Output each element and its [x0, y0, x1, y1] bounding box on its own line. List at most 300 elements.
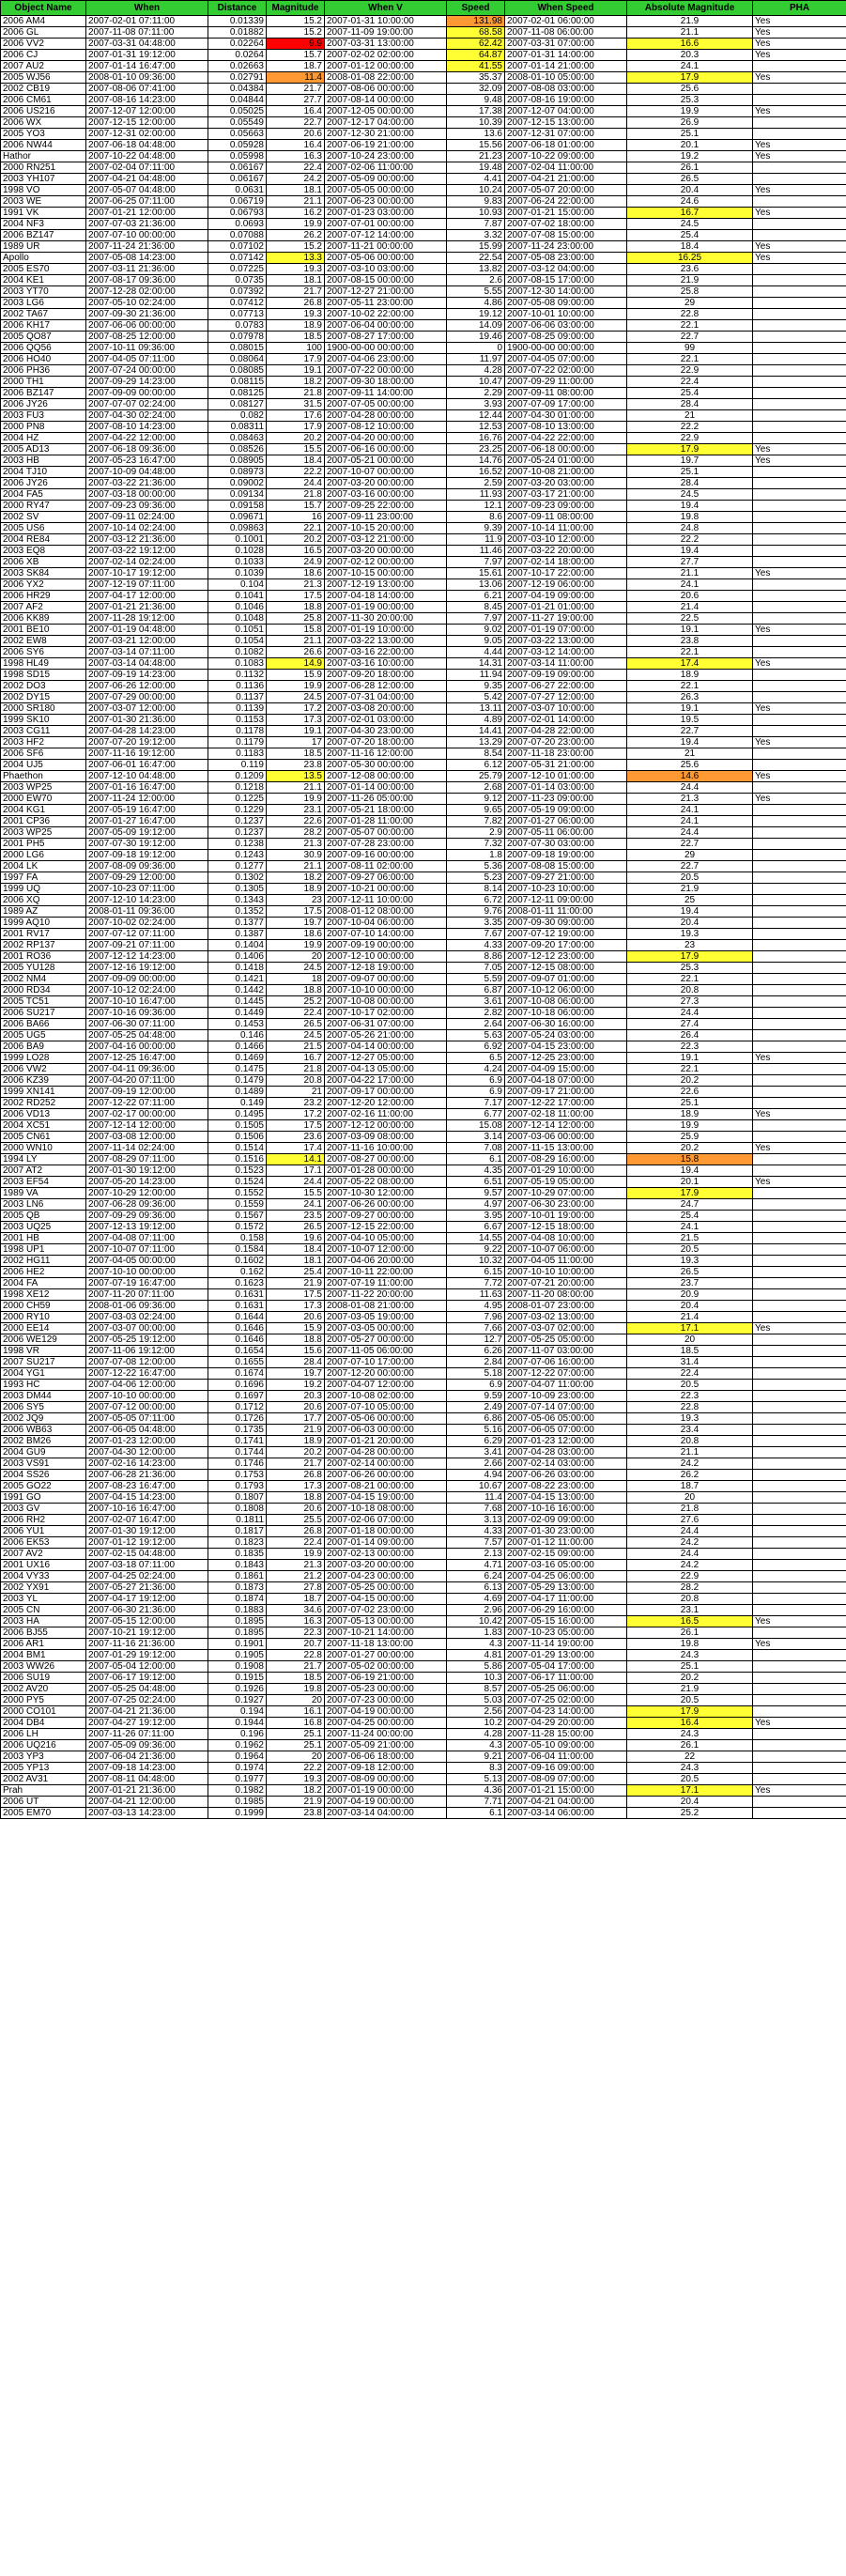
- absolute-magnitude-cell: 19.9: [627, 1120, 753, 1132]
- when-v-cell: 2007-08-09 00:00:00: [325, 1774, 447, 1785]
- object-name-cell: 2006 BJ55: [1, 1627, 86, 1639]
- when-speed-cell: 2007-04-21 21:00:00: [505, 174, 627, 185]
- when-v-cell: 2007-05-25 00:00:00: [325, 1582, 447, 1594]
- object-name-cell: 2000 PN8: [1, 422, 86, 433]
- magnitude-cell: 22.4: [267, 1008, 325, 1019]
- when-speed-cell: 2007-04-19 09:00:00: [505, 591, 627, 602]
- when-cell: 2007-04-11 09:36:00: [86, 1064, 208, 1075]
- distance-cell: 0.07978: [208, 332, 267, 343]
- when-cell: 2007-10-12 02:24:00: [86, 985, 208, 996]
- when-cell: 2007-06-25 07:11:00: [86, 196, 208, 208]
- magnitude-cell: 17: [267, 737, 325, 748]
- pha-cell: [753, 1008, 846, 1019]
- when-speed-cell: 2007-10-23 05:00:00: [505, 1627, 627, 1639]
- absolute-magnitude-cell: 24.1: [627, 805, 753, 816]
- when-cell: 2007-09-18 14:23:00: [86, 1763, 208, 1774]
- table-row: [1, 839, 846, 850]
- distance-cell: 0.1387: [208, 929, 267, 940]
- pha-cell: [753, 1346, 846, 1357]
- when-cell: 2007-01-21 12:00:00: [86, 208, 208, 219]
- pha-cell: [753, 1729, 846, 1740]
- speed-cell: 11.63: [447, 1289, 505, 1301]
- when-v-cell: 2007-01-21 20:00:00: [325, 1436, 447, 1447]
- pha-cell: [753, 1075, 846, 1087]
- speed-cell: 35.37: [447, 72, 505, 84]
- distance-cell: 0.04384: [208, 84, 267, 95]
- distance-cell: 0.146: [208, 1030, 267, 1041]
- table-row: [1, 309, 846, 320]
- speed-cell: 6.15: [447, 1267, 505, 1278]
- table-row: [1, 1357, 846, 1368]
- pha-cell: [753, 1650, 846, 1661]
- magnitude-cell: 18.6: [267, 929, 325, 940]
- pha-cell: [753, 1087, 846, 1098]
- table-row: [1, 208, 846, 219]
- speed-cell: 2.13: [447, 1549, 505, 1560]
- speed-cell: 5.63: [447, 1030, 505, 1041]
- when-speed-cell: 2007-01-14 21:00:00: [505, 61, 627, 72]
- pha-cell: [753, 929, 846, 940]
- when-v-cell: 2007-07-01 00:00:00: [325, 219, 447, 230]
- when-v-cell: 2007-04-22 17:00:00: [325, 1075, 447, 1087]
- pha-cell: [753, 162, 846, 174]
- when-v-cell: 2007-05-09 00:00:00: [325, 174, 447, 185]
- distance-cell: 0.1817: [208, 1526, 267, 1537]
- speed-cell: 12.53: [447, 422, 505, 433]
- when-v-cell: 2007-12-27 21:00:00: [325, 286, 447, 298]
- object-name-cell: 2006 SU217: [1, 1008, 86, 1019]
- when-v-cell: 2007-01-28 00:00:00: [325, 1165, 447, 1177]
- object-name-cell: 2006 QQ56: [1, 343, 86, 354]
- when-speed-cell: 2007-04-15 23:00:00: [505, 1041, 627, 1053]
- absolute-magnitude-cell: 20.5: [627, 872, 753, 884]
- distance-cell: 0.1277: [208, 861, 267, 872]
- magnitude-cell: 18.8: [267, 1492, 325, 1504]
- object-name-cell: 2004 HZ: [1, 433, 86, 444]
- magnitude-cell: 31.5: [267, 399, 325, 410]
- absolute-magnitude-cell: 26.1: [627, 1740, 753, 1751]
- distance-cell: 0.1178: [208, 726, 267, 737]
- magnitude-cell: 25.5: [267, 1515, 325, 1526]
- magnitude-cell: 18.5: [267, 1673, 325, 1684]
- table-row: [1, 1233, 846, 1244]
- when-cell: 2007-08-06 07:41:00: [86, 84, 208, 95]
- object-name-cell: 2005 US6: [1, 523, 86, 534]
- speed-cell: 6.9: [447, 1087, 505, 1098]
- pha-cell: [753, 1391, 846, 1402]
- absolute-magnitude-cell: 24.1: [627, 579, 753, 591]
- when-v-cell: 2007-08-06 00:00:00: [325, 84, 447, 95]
- pha-cell: [753, 1380, 846, 1391]
- pha-cell: Yes: [753, 658, 846, 670]
- pha-cell: Yes: [753, 16, 846, 27]
- when-speed-cell: 2007-04-23 14:00:00: [505, 1706, 627, 1718]
- distance-cell: 0.1944: [208, 1718, 267, 1729]
- distance-cell: 0.1552: [208, 1188, 267, 1199]
- pha-cell: [753, 670, 846, 681]
- magnitude-cell: 17.3: [267, 1301, 325, 1312]
- table-row: [1, 320, 846, 332]
- when-cell: 2007-01-19 04:48:00: [86, 625, 208, 636]
- when-cell: 2007-07-30 19:12:00: [86, 839, 208, 850]
- speed-cell: 6.51: [447, 1177, 505, 1188]
- when-cell: 2007-10-16 09:36:00: [86, 1008, 208, 1019]
- when-speed-cell: 2007-11-23 09:00:00: [505, 794, 627, 805]
- pha-cell: [753, 1504, 846, 1515]
- distance-cell: 0.1793: [208, 1481, 267, 1492]
- object-name-cell: 1998 VR: [1, 1346, 86, 1357]
- speed-cell: 9.57: [447, 1188, 505, 1199]
- when-speed-cell: 2007-11-20 08:00:00: [505, 1289, 627, 1301]
- when-speed-cell: 2007-09-17 21:00:00: [505, 1087, 627, 1098]
- when-v-cell: 2007-07-28 23:00:00: [325, 839, 447, 850]
- when-speed-cell: 2007-12-19 06:00:00: [505, 579, 627, 591]
- absolute-magnitude-cell: 25.1: [627, 1661, 753, 1673]
- when-v-cell: 2007-03-05 00:00:00: [325, 1323, 447, 1334]
- table-row: [1, 940, 846, 951]
- when-v-cell: 2007-05-11 23:00:00: [325, 298, 447, 309]
- speed-cell: 9.59: [447, 1391, 505, 1402]
- when-speed-cell: 2007-10-23 10:00:00: [505, 884, 627, 895]
- when-speed-cell: 2007-01-12 11:00:00: [505, 1537, 627, 1549]
- distance-cell: 0.1449: [208, 1008, 267, 1019]
- speed-cell: 3.61: [447, 996, 505, 1008]
- distance-cell: 0.1927: [208, 1695, 267, 1706]
- speed-cell: 14.76: [447, 455, 505, 467]
- when-v-cell: 2007-11-30 20:00:00: [325, 613, 447, 625]
- distance-cell: 0.1584: [208, 1244, 267, 1256]
- when-speed-cell: 2007-10-10 10:00:00: [505, 1267, 627, 1278]
- magnitude-cell: 22.6: [267, 816, 325, 827]
- when-cell: 2007-06-26 12:00:00: [86, 681, 208, 692]
- table-row: [1, 918, 846, 929]
- distance-cell: 0.1602: [208, 1256, 267, 1267]
- header-absolute-magnitude: Absolute Magnitude: [627, 1, 753, 16]
- when-cell: 2007-01-29 19:12:00: [86, 1650, 208, 1661]
- magnitude-cell: 23.8: [267, 1808, 325, 1819]
- distance-cell: 0.1046: [208, 602, 267, 613]
- magnitude-cell: 24.2: [267, 174, 325, 185]
- pha-cell: [753, 827, 846, 839]
- when-v-cell: 2007-04-06 20:00:00: [325, 1256, 447, 1267]
- speed-cell: 7.68: [447, 1504, 505, 1515]
- header-speed: Speed: [447, 1, 505, 16]
- magnitude-cell: 17.5: [267, 906, 325, 918]
- object-name-cell: 1997 FA: [1, 872, 86, 884]
- distance-cell: 0.08125: [208, 388, 267, 399]
- distance-cell: 0.1905: [208, 1650, 267, 1661]
- table-row: [1, 636, 846, 647]
- distance-cell: 0.1674: [208, 1368, 267, 1380]
- speed-cell: 10.39: [447, 117, 505, 129]
- when-cell: 2007-08-29 07:11:00: [86, 1154, 208, 1165]
- when-v-cell: 2007-12-12 00:00:00: [325, 1120, 447, 1132]
- distance-cell: 0.1835: [208, 1549, 267, 1560]
- when-cell: 2007-01-31 19:12:00: [86, 50, 208, 61]
- when-speed-cell: 2007-06-06 03:00:00: [505, 320, 627, 332]
- magnitude-cell: 23.1: [267, 805, 325, 816]
- object-name-cell: 1999 SK10: [1, 715, 86, 726]
- when-speed-cell: 2007-03-10 12:00:00: [505, 534, 627, 546]
- when-v-cell: 2007-01-28 11:00:00: [325, 816, 447, 827]
- when-v-cell: 2007-06-04 00:00:00: [325, 320, 447, 332]
- when-v-cell: 2007-07-02 23:00:00: [325, 1605, 447, 1616]
- when-v-cell: 2007-01-19 00:00:00: [325, 602, 447, 613]
- speed-cell: 12.44: [447, 410, 505, 422]
- speed-cell: 10.2: [447, 1718, 505, 1729]
- distance-cell: 0.06167: [208, 174, 267, 185]
- when-v-cell: 2007-09-11 14:00:00: [325, 388, 447, 399]
- absolute-magnitude-cell: 20.6: [627, 591, 753, 602]
- when-v-cell: 2007-07-23 00:00:00: [325, 1695, 447, 1706]
- absolute-magnitude-cell: 25.8: [627, 286, 753, 298]
- when-cell: 2007-01-30 21:36:00: [86, 715, 208, 726]
- table-row: [1, 264, 846, 275]
- when-speed-cell: 2007-10-08 06:00:00: [505, 996, 627, 1008]
- magnitude-cell: 23.6: [267, 1132, 325, 1143]
- pha-cell: Yes: [753, 1639, 846, 1650]
- distance-cell: 0.1028: [208, 546, 267, 557]
- distance-cell: 0.1726: [208, 1413, 267, 1425]
- when-v-cell: 2007-12-30 21:00:00: [325, 129, 447, 140]
- when-cell: 2007-03-07 00:00:00: [86, 1323, 208, 1334]
- magnitude-cell: 18.8: [267, 985, 325, 996]
- pha-cell: [753, 1312, 846, 1323]
- when-cell: 2007-04-16 00:00:00: [86, 1041, 208, 1053]
- when-cell: 2007-11-26 07:11:00: [86, 1729, 208, 1740]
- when-cell: 2007-10-14 02:24:00: [86, 523, 208, 534]
- table-row: [1, 1154, 846, 1165]
- object-name-cell: 2004 BM1: [1, 1650, 86, 1661]
- speed-cell: 6.9: [447, 1075, 505, 1087]
- magnitude-cell: 21.3: [267, 839, 325, 850]
- distance-cell: 0.1823: [208, 1537, 267, 1549]
- when-speed-cell: 2007-05-10 09:00:00: [505, 1740, 627, 1751]
- when-v-cell: 2007-06-19 21:00:00: [325, 1673, 447, 1684]
- magnitude-cell: 18.2: [267, 872, 325, 884]
- object-name-cell: 2006 LH: [1, 1729, 86, 1740]
- absolute-magnitude-cell: 19.4: [627, 737, 753, 748]
- object-name-cell: 1994 LY: [1, 1154, 86, 1165]
- pha-cell: [753, 219, 846, 230]
- speed-cell: 1.8: [447, 850, 505, 861]
- when-v-cell: 2007-04-23 00:00:00: [325, 1571, 447, 1582]
- when-v-cell: 2007-09-07 00:00:00: [325, 974, 447, 985]
- pha-cell: [753, 861, 846, 872]
- speed-cell: 131.98: [447, 16, 505, 27]
- object-name-cell: 2003 WW26: [1, 1661, 86, 1673]
- distance-cell: 0.1646: [208, 1323, 267, 1334]
- speed-cell: 7.72: [447, 1278, 505, 1289]
- magnitude-cell: 21.2: [267, 1571, 325, 1582]
- pha-cell: Yes: [753, 1785, 846, 1797]
- object-name-cell: 2006 HR29: [1, 591, 86, 602]
- object-name-cell: 2006 US216: [1, 106, 86, 117]
- speed-cell: 9.21: [447, 1751, 505, 1763]
- speed-cell: 8.86: [447, 951, 505, 963]
- object-name-cell: 2005 YP13: [1, 1763, 86, 1774]
- when-v-cell: 2007-09-20 18:00:00: [325, 670, 447, 681]
- distance-cell: 0.1229: [208, 805, 267, 816]
- object-name-cell: 2003 GV: [1, 1504, 86, 1515]
- when-v-cell: 2007-06-28 12:00:00: [325, 681, 447, 692]
- when-v-cell: 2008-01-08 22:00:00: [325, 72, 447, 84]
- absolute-magnitude-cell: 22.2: [627, 422, 753, 433]
- magnitude-cell: 18.4: [267, 1244, 325, 1256]
- magnitude-cell: 20: [267, 951, 325, 963]
- distance-cell: 0.1238: [208, 839, 267, 850]
- speed-cell: 4.33: [447, 1526, 505, 1537]
- object-name-cell: 2003 VS91: [1, 1458, 86, 1470]
- pha-cell: [753, 1165, 846, 1177]
- when-v-cell: 2007-11-24 00:00:00: [325, 1729, 447, 1740]
- magnitude-cell: 21.7: [267, 1458, 325, 1470]
- object-name-cell: 2003 EQ8: [1, 546, 86, 557]
- absolute-magnitude-cell: 16.7: [627, 208, 753, 219]
- magnitude-cell: 18.5: [267, 332, 325, 343]
- when-cell: 2007-10-10 16:47:00: [86, 996, 208, 1008]
- absolute-magnitude-cell: 25: [627, 895, 753, 906]
- speed-cell: 5.13: [447, 1774, 505, 1785]
- pha-cell: Yes: [753, 737, 846, 748]
- distance-cell: 0.1808: [208, 1504, 267, 1515]
- distance-cell: 0.06793: [208, 208, 267, 219]
- when-speed-cell: 2007-03-31 07:00:00: [505, 39, 627, 50]
- when-cell: 2007-08-25 12:00:00: [86, 332, 208, 343]
- speed-cell: 11.97: [447, 354, 505, 365]
- when-cell: 2007-10-11 09:36:00: [86, 343, 208, 354]
- distance-cell: 0.1418: [208, 963, 267, 974]
- distance-cell: 0.1631: [208, 1289, 267, 1301]
- pha-cell: [753, 1481, 846, 1492]
- when-v-cell: 2007-12-10 00:00:00: [325, 951, 447, 963]
- magnitude-cell: 17.4: [267, 1143, 325, 1154]
- distance-cell: 0.119: [208, 760, 267, 771]
- object-name-cell: 2004 KG1: [1, 805, 86, 816]
- table-row: [1, 827, 846, 839]
- magnitude-cell: 26.2: [267, 230, 325, 241]
- when-v-cell: 2007-03-20 00:00:00: [325, 1560, 447, 1571]
- object-name-cell: 2007 AU2: [1, 61, 86, 72]
- when-cell: 2007-05-25 04:48:00: [86, 1684, 208, 1695]
- when-speed-cell: 2008-01-07 23:00:00: [505, 1301, 627, 1312]
- table-row: [1, 1594, 846, 1605]
- table-row: [1, 1380, 846, 1391]
- when-v-cell: 2007-11-16 10:00:00: [325, 1143, 447, 1154]
- pha-cell: [753, 839, 846, 850]
- absolute-magnitude-cell: 21.9: [627, 1684, 753, 1695]
- pha-cell: [753, 1368, 846, 1380]
- when-cell: 2007-05-15 12:00:00: [86, 1616, 208, 1627]
- absolute-magnitude-cell: 19.3: [627, 1413, 753, 1425]
- when-speed-cell: 2007-07-14 07:00:00: [505, 1402, 627, 1413]
- object-name-cell: 2003 EF54: [1, 1177, 86, 1188]
- speed-cell: 8.6: [447, 512, 505, 523]
- when-v-cell: 2007-10-08 00:00:00: [325, 996, 447, 1008]
- magnitude-cell: 15.2: [267, 16, 325, 27]
- table-row: [1, 151, 846, 162]
- when-speed-cell: 2007-09-18 19:00:00: [505, 850, 627, 861]
- when-cell: 2007-05-23 16:47:00: [86, 455, 208, 467]
- table-row: [1, 568, 846, 579]
- when-speed-cell: 2007-04-28 22:00:00: [505, 726, 627, 737]
- distance-cell: 0.1406: [208, 951, 267, 963]
- when-cell: 2007-06-04 21:36:00: [86, 1751, 208, 1763]
- distance-cell: 0.08463: [208, 433, 267, 444]
- distance-cell: 0.1225: [208, 794, 267, 805]
- pha-cell: [753, 1515, 846, 1526]
- when-cell: 2007-07-12 07:11:00: [86, 929, 208, 940]
- table-body: [1, 16, 846, 1819]
- when-cell: 2007-08-17 09:36:00: [86, 275, 208, 286]
- absolute-magnitude-cell: 18.7: [627, 1481, 753, 1492]
- magnitude-cell: 21.8: [267, 1064, 325, 1075]
- magnitude-cell: 23.5: [267, 1211, 325, 1222]
- object-name-cell: 2002 DY15: [1, 692, 86, 703]
- when-speed-cell: 2007-10-16 16:00:00: [505, 1504, 627, 1515]
- absolute-magnitude-cell: 19.9: [627, 106, 753, 117]
- absolute-magnitude-cell: 19.3: [627, 929, 753, 940]
- pha-cell: Yes: [753, 241, 846, 253]
- speed-cell: 4.69: [447, 1594, 505, 1605]
- object-name-cell: 2006 UQ216: [1, 1740, 86, 1751]
- speed-cell: 19.48: [447, 162, 505, 174]
- table-row: [1, 1504, 846, 1515]
- distance-cell: 0.1697: [208, 1391, 267, 1402]
- pha-cell: [753, 489, 846, 501]
- pha-cell: [753, 546, 846, 557]
- when-cell: 2007-03-07 12:00:00: [86, 703, 208, 715]
- table-row: [1, 816, 846, 827]
- when-v-cell: 2007-10-08 02:00:00: [325, 1391, 447, 1402]
- absolute-magnitude-cell: 24.3: [627, 1729, 753, 1740]
- pha-cell: [753, 117, 846, 129]
- magnitude-cell: 9.9: [267, 39, 325, 50]
- magnitude-cell: 22.2: [267, 467, 325, 478]
- magnitude-cell: 11.4: [267, 72, 325, 84]
- when-speed-cell: 2007-05-04 17:00:00: [505, 1661, 627, 1673]
- distance-cell: 0.04844: [208, 95, 267, 106]
- when-v-cell: 2007-09-27 00:00:00: [325, 1211, 447, 1222]
- absolute-magnitude-cell: 19.1: [627, 625, 753, 636]
- distance-cell: 0.1506: [208, 1132, 267, 1143]
- object-name-cell: 2006 CJ: [1, 50, 86, 61]
- pha-cell: [753, 501, 846, 512]
- when-speed-cell: 2007-07-20 23:00:00: [505, 737, 627, 748]
- speed-cell: 10.42: [447, 1616, 505, 1627]
- object-name-cell: 2006 WB63: [1, 1425, 86, 1436]
- object-name-cell: 2005 WJ56: [1, 72, 86, 84]
- speed-cell: 2.6: [447, 275, 505, 286]
- magnitude-cell: 17.3: [267, 715, 325, 726]
- absolute-magnitude-cell: 22.7: [627, 861, 753, 872]
- absolute-magnitude-cell: 22.7: [627, 726, 753, 737]
- distance-cell: 0.1404: [208, 940, 267, 951]
- when-speed-cell: 2007-11-18 23:00:00: [505, 748, 627, 760]
- pha-cell: Yes: [753, 185, 846, 196]
- pha-cell: Yes: [753, 50, 846, 61]
- absolute-magnitude-cell: 16.6: [627, 39, 753, 50]
- when-cell: 2007-11-08 07:11:00: [86, 27, 208, 39]
- table-row: [1, 1087, 846, 1098]
- object-name-cell: 2006 SY5: [1, 1402, 86, 1413]
- absolute-magnitude-cell: 27.7: [627, 557, 753, 568]
- when-speed-cell: 2007-08-09 07:00:00: [505, 1774, 627, 1785]
- when-cell: 2007-10-07 07:11:00: [86, 1244, 208, 1256]
- when-speed-cell: 2007-11-15 13:00:00: [505, 1143, 627, 1154]
- table-row: [1, 230, 846, 241]
- table-row: [1, 298, 846, 309]
